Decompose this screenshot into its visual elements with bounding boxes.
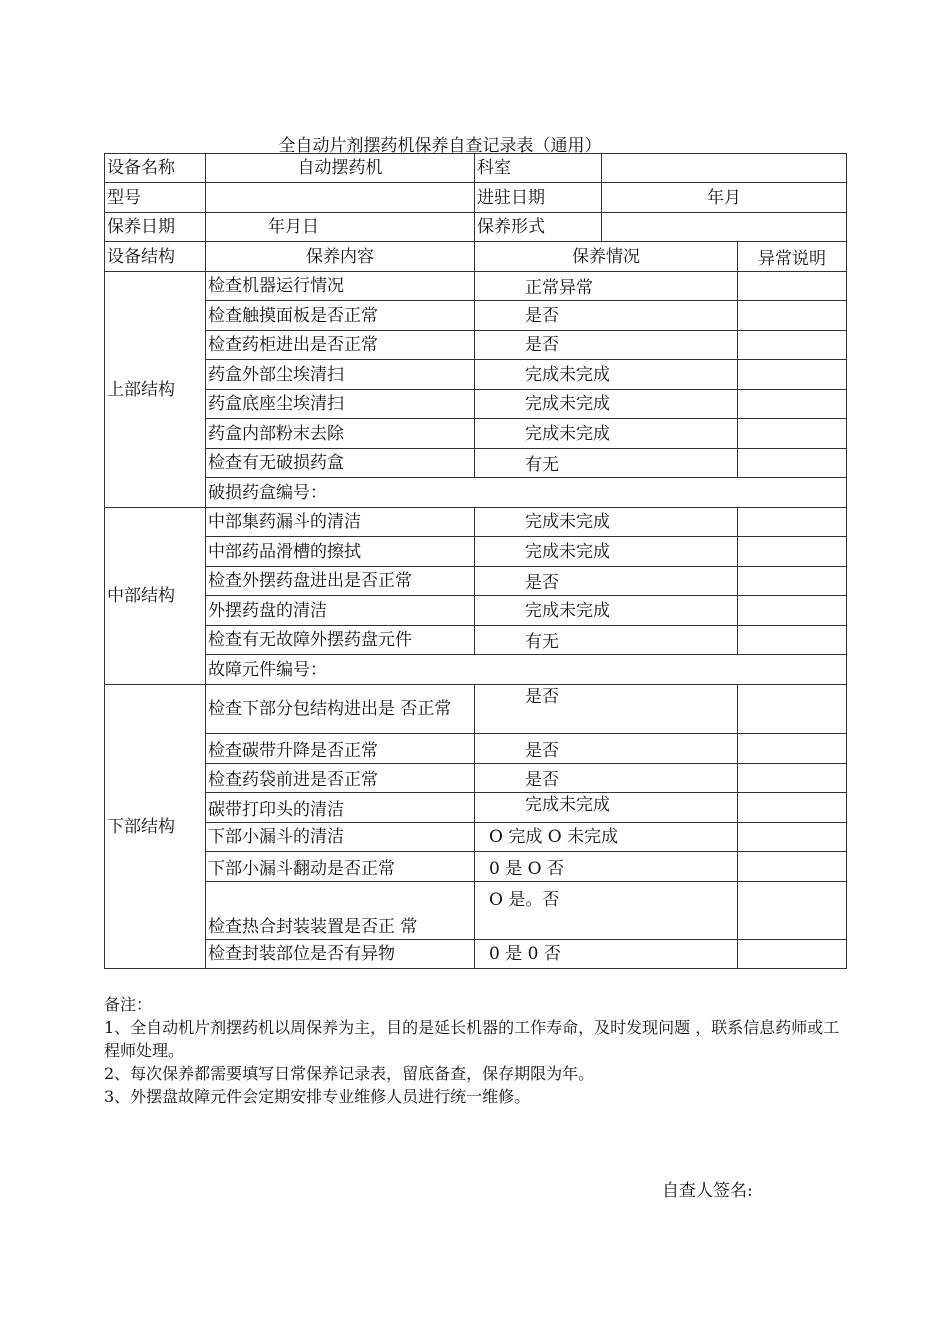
table-row-content: 中部集药漏斗的清洁	[206, 508, 475, 537]
table-row-content: 检查封装部位是否有异物	[206, 940, 475, 969]
maint-form-label: 保养形式	[475, 213, 602, 242]
col-content-header: 保养内容	[206, 242, 475, 272]
dept-label: 科室	[475, 154, 602, 183]
table-row-status[interactable]: 完成未完成	[475, 508, 738, 537]
col-remark-header: 异常说明	[738, 242, 847, 272]
table-row-remark[interactable]	[738, 823, 847, 852]
table-row-remark[interactable]	[738, 390, 847, 419]
faulty-part-number[interactable]: 故障元件编号：	[206, 655, 847, 685]
dept-value[interactable]	[602, 154, 847, 183]
table-row-status[interactable]: 是否	[475, 301, 738, 331]
table-row-content: 检查机器运行情况	[206, 272, 475, 301]
table-row-content: 检查外摆药盘进出是否正常	[206, 567, 475, 596]
table-row-remark[interactable]	[738, 537, 847, 567]
table-row-remark[interactable]	[738, 360, 847, 390]
device-name-value[interactable]: 自动摆药机	[206, 154, 475, 183]
table-row-remark[interactable]	[738, 596, 847, 626]
table-row-status[interactable]: 是否	[475, 764, 738, 793]
station-date-label: 进驻日期	[475, 183, 602, 213]
note-item: 2、每次保养都需要填写日常保养记录表，留底备查，保存期限为年。	[104, 1064, 595, 1083]
table-row-content: 药盒底座尘埃清扫	[206, 390, 475, 419]
maint-date-label: 保养日期	[105, 213, 206, 242]
upper-structure-label: 上部结构	[105, 272, 206, 508]
col-structure-header: 设备结构	[105, 242, 206, 272]
notes-heading: 备注：	[104, 995, 153, 1014]
table-row-remark[interactable]	[738, 882, 847, 940]
table-row-remark[interactable]	[738, 852, 847, 882]
lower-structure-label: 下部结构	[105, 685, 206, 969]
table-row-content: 检查下部分包结构进出是 否正常	[206, 685, 475, 734]
table-row-remark[interactable]	[738, 508, 847, 537]
table-row-content: 下部小漏斗翻动是否正常	[206, 852, 475, 882]
table-row-status[interactable]: 完成未完成	[475, 537, 738, 567]
table-row-status[interactable]: 0 是 O 否	[475, 852, 738, 882]
note-item: 1、全自动机片剂摆药机以周保养为主，目的是延长机器的工作寿命，及时发现问题 ，联系信息药师或工程师处理。	[104, 1018, 840, 1060]
table-row-remark[interactable]	[738, 331, 847, 360]
table-row-status[interactable]: 有无	[475, 449, 738, 478]
table-row-content: 药盒内部粉末去除	[206, 419, 475, 449]
maint-date-value[interactable]: 年月日	[206, 213, 475, 242]
table-row-content: 中部药品滑槽的擦拭	[206, 537, 475, 567]
table-row-content: 检查有无破损药盒	[206, 449, 475, 478]
table-row-remark[interactable]	[738, 272, 847, 301]
table-row-remark[interactable]	[738, 685, 847, 734]
table-row-status[interactable]: 完成未完成	[475, 360, 738, 390]
table-row-content: 检查有无故障外摆药盘元件	[206, 626, 475, 655]
table-row-status[interactable]: O 是。否	[475, 882, 738, 940]
table-row-status[interactable]: O 完成 O 未完成	[475, 823, 738, 852]
table-row-status[interactable]: 完成未完成	[475, 793, 738, 823]
table-row-remark[interactable]	[738, 449, 847, 478]
table-row-remark[interactable]	[738, 764, 847, 793]
table-row-status[interactable]: 是否	[475, 734, 738, 764]
table-row-status[interactable]: 有无	[475, 626, 738, 655]
table-row-status[interactable]: 完成未完成	[475, 419, 738, 449]
table-row-content: 碳带打印头的清洁	[206, 793, 475, 823]
table-row-status[interactable]: 是否	[475, 331, 738, 360]
table-row-content: 药盒外部尘埃清扫	[206, 360, 475, 390]
maintenance-record-table	[104, 153, 847, 969]
table-row-content: 检查药柜进出是否正常	[206, 331, 475, 360]
table-row-content: 外摆药盘的清洁	[206, 596, 475, 626]
table-row-status[interactable]: 是否	[475, 567, 738, 596]
table-row-remark[interactable]	[738, 626, 847, 655]
table-row-remark[interactable]	[738, 419, 847, 449]
table-row-content: 下部小漏斗的清洁	[206, 823, 475, 852]
middle-structure-label: 中部结构	[105, 508, 206, 685]
maint-form-value[interactable]	[602, 213, 847, 242]
table-row-remark[interactable]	[738, 301, 847, 331]
table-row-content: 检查触摸面板是否正常	[206, 301, 475, 331]
table-row-status[interactable]: 是否	[475, 685, 738, 734]
table-row-content: 检查碳带升降是否正常	[206, 734, 475, 764]
form-title: 全自动片剂摆药机保养自查记录表（通用）	[278, 136, 602, 156]
table-row-remark[interactable]	[738, 940, 847, 969]
note-item: 3、外摆盘故障元件会定期安排专业维修人员进行统一维修。	[104, 1087, 531, 1106]
table-row-content: 检查药袋前进是否正常	[206, 764, 475, 793]
notes-section	[104, 993, 844, 1108]
col-status-header: 保养情况	[475, 242, 738, 272]
table-row-status[interactable]: 0 是 0 否	[475, 940, 738, 969]
table-row-remark[interactable]	[738, 793, 847, 823]
table-row-content: 检查热合封装装置是否正 常	[206, 882, 475, 940]
damaged-box-number[interactable]: 破损药盒编号：	[206, 478, 847, 508]
device-name-label: 设备名称	[105, 154, 206, 183]
table-row-status[interactable]: 完成未完成	[475, 390, 738, 419]
table-row-remark[interactable]	[738, 734, 847, 764]
table-row-status[interactable]: 正常异常	[475, 272, 738, 301]
station-date-value[interactable]: 年月	[602, 183, 847, 213]
model-value[interactable]	[206, 183, 475, 213]
table-row-remark[interactable]	[738, 567, 847, 596]
table-row-status[interactable]: 完成未完成	[475, 596, 738, 626]
signature-label: 自查人签名:	[662, 1181, 753, 1201]
model-label: 型号	[105, 183, 206, 213]
